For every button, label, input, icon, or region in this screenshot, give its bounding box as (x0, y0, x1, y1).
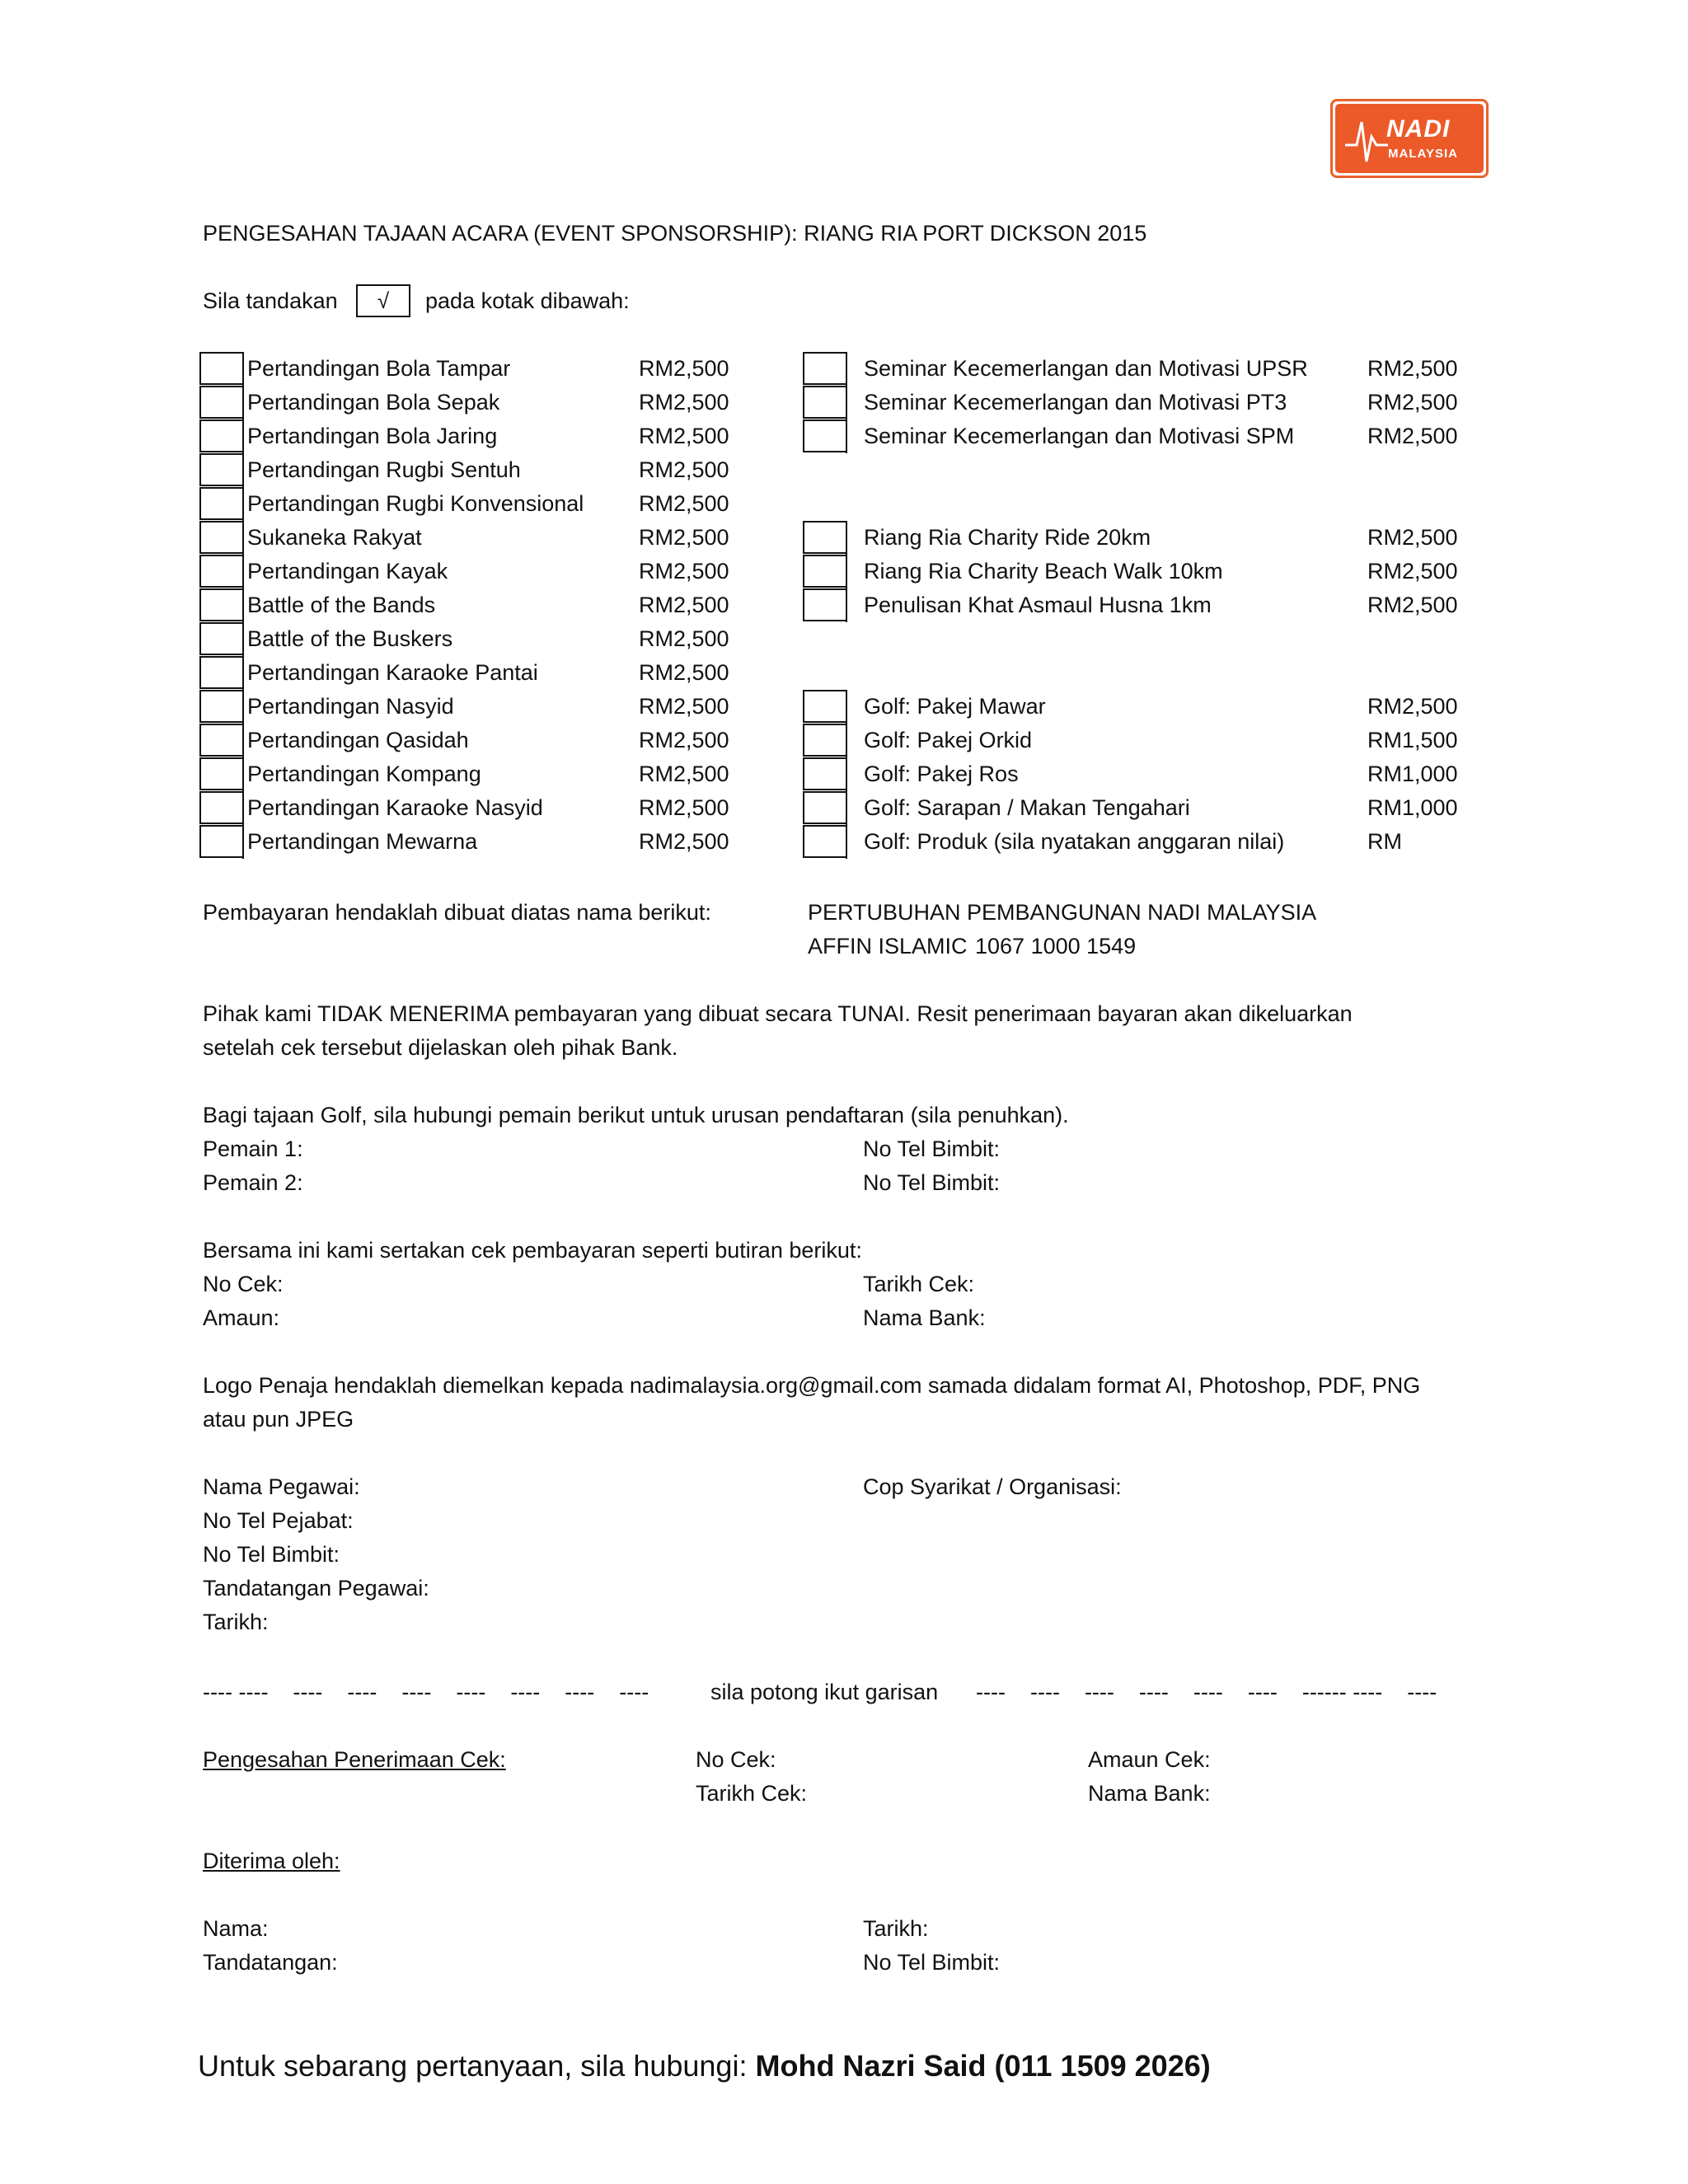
sponsorship-checkbox[interactable] (803, 724, 847, 757)
logo-note-line-1: Logo Penaja hendaklah diemelkan kepada nadimalaysia.org@gmail.com samada didalam format AI, Photoshop, PDF, PNG (203, 1373, 1421, 1398)
cheque-amount-field[interactable]: Amaun: (203, 1305, 280, 1330)
sponsorship-price: RM2,500 (1367, 356, 1458, 381)
sponsorship-price: RM2,500 (639, 457, 729, 482)
sponsorship-price: RM2,500 (639, 390, 729, 415)
sponsorship-label: Pertandingan Karaoke Nasyid (247, 795, 543, 820)
cheque-date-field[interactable]: Tarikh Cek: (863, 1272, 975, 1296)
sponsorship-price: RM2,500 (639, 424, 729, 448)
sponsorship-price: RM2,500 (639, 762, 729, 786)
cheque-no-field[interactable]: No Cek: (203, 1272, 284, 1296)
sponsorship-price: RM2,500 (639, 694, 729, 719)
receiver-signature-field[interactable]: Tandatangan: (203, 1950, 338, 1975)
sponsorship-label: Golf: Pakej Orkid (864, 728, 1033, 752)
receipt-bank-name[interactable]: Nama Bank: (1088, 1781, 1211, 1806)
receipt-cheque-no[interactable]: No Cek: (696, 1747, 776, 1772)
receiver-name-field[interactable]: Nama: (203, 1916, 269, 1941)
sponsorship-label: Pertandingan Nasyid (247, 694, 454, 719)
sponsorship-label: Pertandingan Kompang (247, 762, 481, 786)
sponsorship-label: Battle of the Bands (247, 593, 436, 617)
payee-bank: AFFIN ISLAMIC (808, 934, 968, 958)
page-title: PENGESAHAN TAJAAN ACARA (EVENT SPONSORSHIP): RIANG RIA PORT DICKSON 2015 (203, 221, 1147, 246)
sponsorship-checkbox[interactable] (803, 419, 847, 452)
sponsorship-label: Pertandingan Kayak (247, 559, 448, 583)
golf-player-2[interactable]: Pemain 2: (203, 1170, 303, 1195)
sponsorship-checkbox[interactable] (199, 453, 244, 486)
logo-text-nadi: NADI (1386, 115, 1451, 143)
sponsorship-price: RM2,500 (639, 559, 729, 583)
sponsorship-label: Pertandingan Bola Jaring (247, 424, 498, 448)
golf-phone-1[interactable]: No Tel Bimbit: (863, 1137, 1001, 1161)
sponsorship-price: RM2,500 (1367, 694, 1458, 719)
sponsorship-checkbox[interactable] (803, 825, 847, 858)
receipt-heading: Pengesahan Penerimaan Cek: (203, 1747, 506, 1772)
sponsorship-price: RM (1367, 829, 1402, 854)
cash-notice-line-1: Pihak kami TIDAK MENERIMA pembayaran yang dibuat secara TUNAI. Resit penerimaan bayaran akan dikeluarkan (203, 1001, 1353, 1026)
sponsorship-label: Pertandingan Rugbi Sentuh (247, 457, 521, 482)
sponsorship-checkbox[interactable] (199, 386, 244, 419)
sponsorship-checkbox[interactable] (199, 791, 244, 824)
receipt-cheque-date[interactable]: Tarikh Cek: (696, 1781, 808, 1806)
received-by-heading: Diterima oleh: (203, 1849, 340, 1873)
sponsorship-label: Pertandingan Karaoke Pantai (247, 660, 538, 685)
sponsorship-checkbox[interactable] (803, 386, 847, 419)
sponsorship-label: Pertandingan Qasidah (247, 728, 469, 752)
sponsorship-label: Pertandingan Bola Tampar (247, 356, 511, 381)
logo-background (1335, 104, 1484, 173)
sponsorship-checkbox[interactable] (199, 724, 244, 757)
sponsorship-checkbox[interactable] (199, 588, 244, 621)
sponsorship-label: Riang Ria Charity Beach Walk 10km (864, 559, 1223, 583)
sponsorship-label: Seminar Kecemerlangan dan Motivasi SPM (864, 424, 1295, 448)
sponsorship-price: RM2,500 (639, 525, 729, 550)
pulse-icon (1342, 112, 1391, 170)
sponsorship-price: RM2,500 (639, 795, 729, 820)
sponsorship-price: RM1,000 (1367, 762, 1458, 786)
sponsorship-checkbox[interactable] (199, 656, 244, 689)
sponsorship-price: RM1,000 (1367, 795, 1458, 820)
logo-text-malaysia: MALAYSIA (1388, 147, 1458, 161)
sponsorship-label: Riang Ria Charity Ride 20km (864, 525, 1151, 550)
sponsorship-price: RM2,500 (639, 593, 729, 617)
sponsorship-price: RM2,500 (1367, 593, 1458, 617)
checkbox-column-border (846, 352, 847, 453)
sponsorship-checkbox[interactable] (199, 690, 244, 723)
sponsorship-label: Pertandingan Rugbi Konvensional (247, 491, 584, 516)
sponsorship-checkbox[interactable] (803, 588, 847, 621)
officer-mobile-field[interactable]: No Tel Bimbit: (203, 1542, 340, 1567)
sponsorship-checkbox[interactable] (199, 825, 244, 858)
office-phone-field[interactable]: No Tel Pejabat: (203, 1508, 354, 1533)
sponsorship-price: RM2,500 (639, 356, 729, 381)
sponsorship-label: Penulisan Khat Asmaul Husna 1km (864, 593, 1212, 617)
sponsorship-label: Golf: Produk (sila nyatakan anggaran nilai) (864, 829, 1285, 854)
sponsorship-price: RM1,500 (1367, 728, 1458, 752)
sponsorship-price: RM2,500 (639, 491, 729, 516)
company-stamp-field[interactable]: Cop Syarikat / Organisasi: (863, 1474, 1122, 1499)
sponsorship-checkbox[interactable] (199, 555, 244, 588)
sponsorship-price: RM2,500 (639, 728, 729, 752)
sponsorship-label: Pertandingan Mewarna (247, 829, 478, 854)
sponsorship-label: Golf: Pakej Ros (864, 762, 1019, 786)
payment-label: Pembayaran hendaklah dibuat diatas nama berikut: (203, 900, 711, 925)
sponsorship-checkbox[interactable] (199, 487, 244, 520)
sponsorship-checkbox[interactable] (199, 352, 244, 385)
sponsorship-checkbox[interactable] (199, 419, 244, 452)
footer-contact-person: Mohd Nazri Said (011 1509 2026) (755, 2049, 1211, 2083)
sponsorship-label: Sukaneka Rakyat (247, 525, 422, 550)
footer-contact (198, 2046, 1211, 2087)
golf-player-1[interactable]: Pemain 1: (203, 1137, 303, 1161)
payee-name: PERTUBUHAN PEMBANGUNAN NADI MALAYSIA (808, 900, 1317, 925)
sponsorship-checkbox[interactable] (803, 521, 847, 554)
cut-line-right: ---- ---- ---- ---- ---- ---- ------ ---- ---- (976, 1680, 1437, 1704)
sponsorship-checkbox[interactable] (803, 690, 847, 723)
receipt-cheque-amount[interactable]: Amaun Cek: (1088, 1747, 1211, 1772)
sponsorship-checkbox[interactable] (199, 622, 244, 655)
officer-date-field[interactable]: Tarikh: (203, 1610, 269, 1634)
sponsorship-checkbox[interactable] (803, 555, 847, 588)
sponsorship-price: RM2,500 (1367, 390, 1458, 415)
sponsorship-checkbox[interactable] (199, 521, 244, 554)
cheque-bank-field[interactable]: Nama Bank: (863, 1305, 986, 1330)
footer-prefix: Untuk sebarang pertanyaan, sila hubungi: (198, 2049, 756, 2083)
tick-example-box: √ (356, 284, 410, 317)
golf-intro: Bagi tajaan Golf, sila hubungi pemain berikut untuk urusan pendaftaran (sila penuhkan). (203, 1103, 1069, 1127)
sponsorship-price: RM2,500 (1367, 559, 1458, 583)
golf-phone-2[interactable]: No Tel Bimbit: (863, 1170, 1001, 1195)
sponsorship-price: RM2,500 (639, 829, 729, 854)
sponsorship-label: Golf: Sarapan / Makan Tengahari (864, 795, 1190, 820)
sponsorship-checkbox[interactable] (803, 791, 847, 824)
logo-note-line-2: atau pun JPEG (203, 1407, 354, 1432)
instruction-after: pada kotak dibawah: (425, 288, 630, 313)
sponsorship-price: RM2,500 (639, 626, 729, 651)
cut-line-text: sila potong ikut garisan (710, 1680, 939, 1704)
sponsorship-checkbox[interactable] (803, 757, 847, 790)
checkbox-column-border (242, 352, 244, 859)
sponsorship-label: Golf: Pakej Mawar (864, 694, 1046, 719)
sponsorship-checkbox[interactable] (803, 352, 847, 385)
officer-name-field[interactable]: Nama Pegawai: (203, 1474, 360, 1499)
nadi-malaysia-logo (1330, 99, 1489, 178)
sponsorship-label: Seminar Kecemerlangan dan Motivasi PT3 (864, 390, 1287, 415)
payee-account: 1067 1000 1549 (975, 934, 1137, 958)
receiver-date-field[interactable]: Tarikh: (863, 1916, 929, 1941)
sponsorship-label: Pertandingan Bola Sepak (247, 390, 500, 415)
checkbox-column-border (846, 690, 847, 859)
sponsorship-price: RM2,500 (1367, 525, 1458, 550)
sponsorship-label: Battle of the Buskers (247, 626, 453, 651)
sponsorship-checkbox[interactable] (199, 757, 244, 790)
receiver-mobile-field[interactable]: No Tel Bimbit: (863, 1950, 1001, 1975)
cut-line-left: ---- ---- ---- ---- ---- ---- ---- ---- ---- (203, 1680, 649, 1704)
officer-signature-field[interactable]: Tandatangan Pegawai: (203, 1576, 429, 1601)
cheque-intro: Bersama ini kami sertakan cek pembayaran seperti butiran berikut: (203, 1238, 862, 1263)
cash-notice-line-2: setelah cek tersebut dijelaskan oleh pihak Bank. (203, 1035, 678, 1060)
sponsorship-price: RM2,500 (1367, 424, 1458, 448)
checkbox-column-border (846, 521, 847, 622)
instruction-before: Sila tandakan (203, 288, 338, 313)
sponsorship-price: RM2,500 (639, 660, 729, 685)
sponsorship-label: Seminar Kecemerlangan dan Motivasi UPSR (864, 356, 1308, 381)
